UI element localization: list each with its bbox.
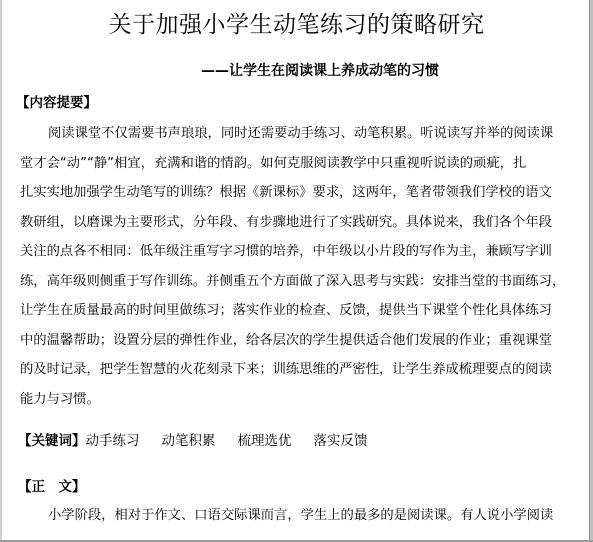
keyword: 落实反馈 xyxy=(313,433,368,449)
keyword: 梳理选优 xyxy=(237,433,292,449)
keyword: 动手练习 xyxy=(85,433,140,449)
abstract-line: 阅读课堂不仅需要书声琅琅，同时还需要动手练习、动笔积累。听说读写并举的阅读课 xyxy=(48,126,554,141)
body-heading: 【正 文】 xyxy=(18,479,86,495)
abstract-line: 扎实实地加强学生动笔写的训练？根据《新课标》要求，这两年，笔者带领我们学校的语文 xyxy=(20,185,552,200)
abstract-line: 能力与习惯。 xyxy=(20,391,100,407)
abstract-line: 关注的点各不相同：低年级注重写字习惯的培养，中年级以小片段的写作为主，兼顾写字训 xyxy=(20,244,552,259)
keyword: 动笔积累 xyxy=(161,433,216,449)
abstract-line: 堂才会“动”“静”相宜，充满和谐的情韵。如何克服阅读教学中只重视听说读的顽疵，扎 xyxy=(20,155,527,171)
document-subtitle: ——让学生在阅读课上养成动笔的习惯 xyxy=(201,63,439,79)
abstract-line: 中的温馨帮助；设置分层的弹性作业，给各层次的学生提供适合他们发展的作业；重视课堂 xyxy=(20,332,552,348)
keywords-label: 【关键词】 xyxy=(18,433,86,449)
abstract-heading: 【内容提要】 xyxy=(16,95,97,111)
abstract-line: 教研组，以磨课为主要形式，分年段、有步骤地进行了实践研究。具体说来，我们各个年段 xyxy=(20,214,552,230)
abstract-line: 练，高年级则侧重于写作训练。并侧重五个方面做了深入思考与实践：安排当堂的书面练习， xyxy=(20,273,566,289)
abstract-body xyxy=(20,119,581,414)
page-left-edge xyxy=(0,0,2,542)
vertical-scrollbar[interactable] xyxy=(589,0,593,542)
abstract-line: 的及时记录，把学生智慧的火花刻录下来；训练思维的严密性，让学生养成梳理要点的阅读 xyxy=(20,362,552,377)
keywords-row xyxy=(18,431,390,451)
abstract-line: 让学生在质量最高的时间里做练习；落实作业的检查、反馈，提供当下课堂个性化具体练习 xyxy=(20,303,552,318)
body-paragraph-line: 小学阶段，相对于作文、口语交际课而言，学生上的最多的是阅读课。有人说小学阅读 xyxy=(48,508,554,523)
document-title: 关于加强小学生动笔练习的策略研究 xyxy=(108,12,485,38)
